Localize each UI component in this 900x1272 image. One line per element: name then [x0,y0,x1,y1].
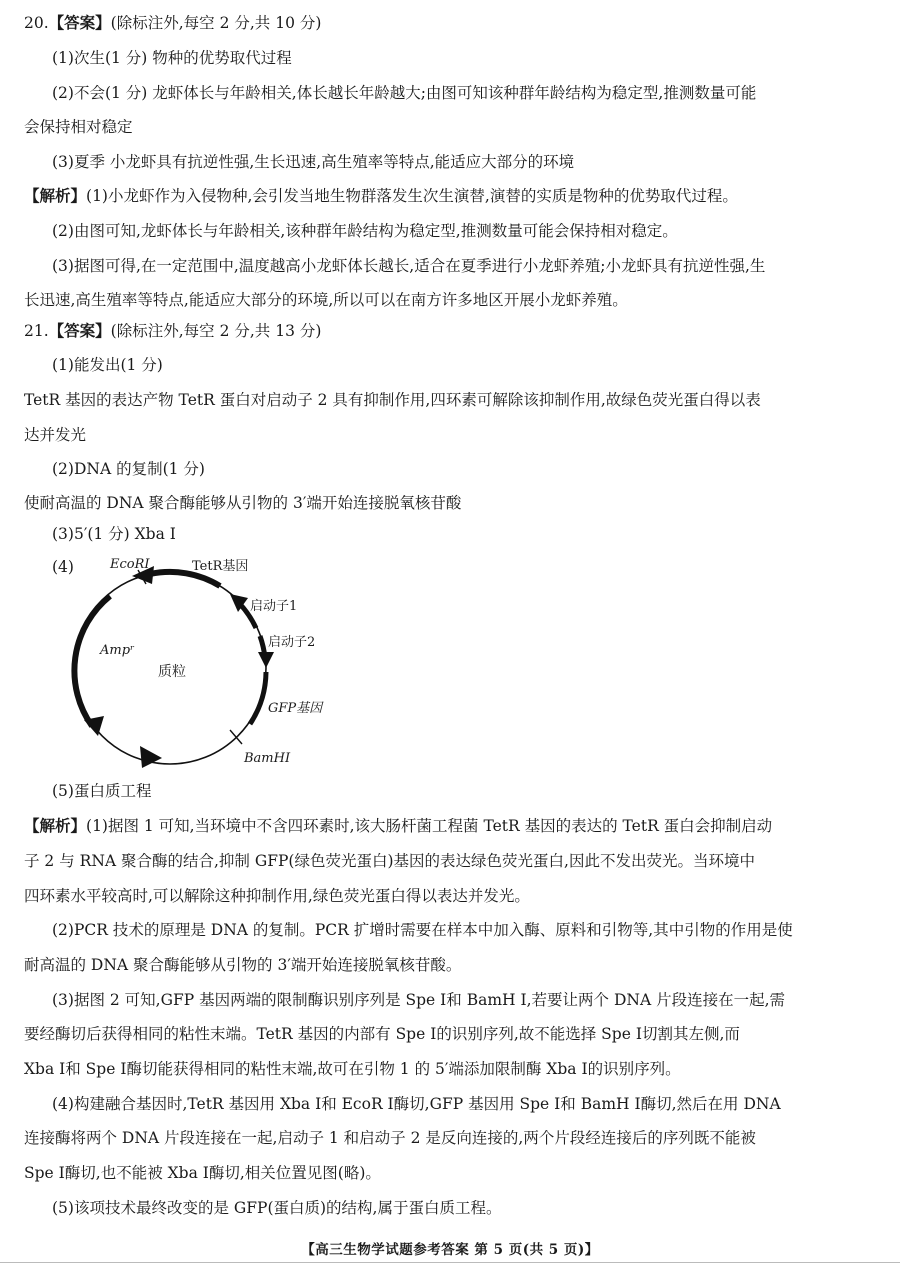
tetr-gene-arc [150,572,220,586]
q21-answer-tag: 【答案】 [48,321,111,340]
promoter2-arrowhead [258,652,274,668]
promoter1-label: 启动子1 [250,599,298,614]
footer-rule [0,1262,900,1263]
gfp-gene-arc [250,672,266,724]
plasmid-diagram [70,548,350,778]
plasmid-label: 质粒 [158,664,186,680]
q21-answer-2-explain: 使耐高温的 DNA 聚合酶能够从引物的 3′端开始连接脱氧核苷酸 [24,494,462,512]
q21-analysis-2-line2: 耐高温的 DNA 聚合酶能够从引物的 3′端开始连接脱氧核苷酸。 [24,956,462,974]
q21-analysis-5: (5)该项技术最终改变的是 GFP(蛋白质)的结构,属于蛋白质工程。 [52,1199,502,1217]
q21-analysis-3-line2: 要经酶切后获得相同的粘性末端。TetR 基因的内部有 Spe Ⅰ的识别序列,故不能选择 Spe Ⅰ切割其左侧,而 [24,1025,740,1043]
q20-analysis-1: 【解析】(1)小龙虾作为入侵物种,会引发当地生物群落发生次生演替,演替的实质是物种的优势取代过程。 [24,186,738,205]
q21-answer-1-explain-line2: 达并发光 [24,426,87,444]
amp-resistance-label: Ampʳ [100,643,135,658]
q21-number: 21. [24,322,49,340]
q20-answer-2-line2: 会保持相对稳定 [24,118,133,136]
amp-gene-arc [74,596,110,726]
q21-answer-1-explain-line1: TetR 基因的表达产物 TetR 蛋白对启动子 2 具有抑制作用,四环素可解除该抑制作用,故绿色荧光蛋白得以表 [24,391,761,409]
ecori-label: EcoRⅠ [110,557,150,572]
q21-analysis-4-line1: (4)构建融合基因时,TetR 基因用 Xba Ⅰ和 EcoR Ⅰ酶切,GFP 基因用 Spe Ⅰ和 BamH Ⅰ酶切,然后在用 DNA [52,1095,781,1113]
q21-analysis-1-line2: 子 2 与 RNA 聚合酶的结合,抑制 GFP(绿色荧光蛋白)基因的表达绿色荧光蛋白,因此不发出荧光。当环境中 [24,852,755,870]
q21-analysis-3-line1: (3)据图 2 可知,GFP 基因两端的限制酶识别序列是 Spe Ⅰ和 BamH Ⅰ,若要让两个 DNA 片段连接在一起,需 [52,991,785,1009]
q21-analysis-4-line2: 连接酶将两个 DNA 片段连接在一起,启动子 1 和启动子 2 是反向连接的,两个片段经连接后的序列既不能被 [24,1129,756,1147]
q21-analysis-4-line3: Spe Ⅰ酶切,也不能被 Xba Ⅰ酶切,相关位置见图(略)。 [24,1164,381,1182]
q21-answer-5: (5)蛋白质工程 [52,782,152,800]
q20-analysis-3-line2: 长迅速,高生殖率等特点,能适应大部分的环境,所以可以在南方许多地区开展小龙虾养殖。 [24,291,628,309]
bottom-arrowhead [140,746,162,768]
q20-number: 20. [24,14,49,32]
q20-answer-3: (3)夏季 小龙虾具有抗逆性强,生长迅速,高生殖率等特点,能适应大部分的环境 [52,153,575,171]
q20-answer-2-line1: (2)不会(1 分) 龙虾体长与年龄相关,体长越长年龄越大;由图可知该种群年龄结构为稳定型,推测数量可能 [52,84,757,102]
q21-answer-3: (3)5′(1 分) Xba Ⅰ [52,525,176,543]
q21-header [24,320,900,342]
q21-score-note: (除标注外,每空 2 分,共 13 分) [110,322,322,340]
q21-analysis-2-line1: (2)PCR 技术的原理是 DNA 的复制。PCR 扩增时需要在样本中加入酶、原料和引物等,其中引物的作用是使 [52,921,793,939]
q20-score-note: (除标注外,每空 2 分,共 10 分) [110,14,322,32]
tetr-gene-label: TetR基因 [192,559,249,574]
q21-answer-4: (4) [52,558,74,576]
promoter2-label: 启动子2 [268,635,316,650]
q21-analysis-1-line3: 四环素水平较高时,可以解除这种抑制作用,绿色荧光蛋白得以表达并发光。 [24,887,530,905]
q20-analysis-3-line1: (3)据图可得,在一定范围中,温度越高小龙虾体长越长,适合在夏季进行小龙虾养殖;小龙虾具有抗逆性强,生 [52,257,766,275]
q20-analysis-2: (2)由图可知,龙虾体长与年龄相关,该种群年龄结构为稳定型,推测数量可能会保持相对稳定。 [52,222,678,240]
q21-analysis-tag: 【解析】 [24,816,87,835]
q20-answer-1: (1)次生(1 分) 物种的优势取代过程 [52,49,292,67]
q20-header [24,12,900,34]
q21-answer-1: (1)能发出(1 分) [52,356,163,374]
page-footer: 【高三生物学试题参考答案 第 5 页(共 5 页)】 [301,1242,599,1258]
q20-answer-tag: 【答案】 [48,13,111,32]
q21-analysis-3-line3: Xba Ⅰ和 Spe Ⅰ酶切能获得相同的粘性末端,故可在引物 1 的 5′端添加限制酶 Xba Ⅰ的识别序列。 [24,1060,681,1078]
q21-analysis-1-line1: 【解析】(1)据图 1 可知,当环境中不含四环素时,该大肠杆菌工程菌 TetR 基因的表达的 TetR 蛋白会抑制启动 [24,816,773,835]
q21-answer-2: (2)DNA 的复制(1 分) [52,460,205,478]
q20-analysis-tag: 【解析】 [24,186,87,205]
bamhi-label: BamHⅠ [244,751,291,766]
gfp-gene-label: GFP基因 [268,701,323,716]
